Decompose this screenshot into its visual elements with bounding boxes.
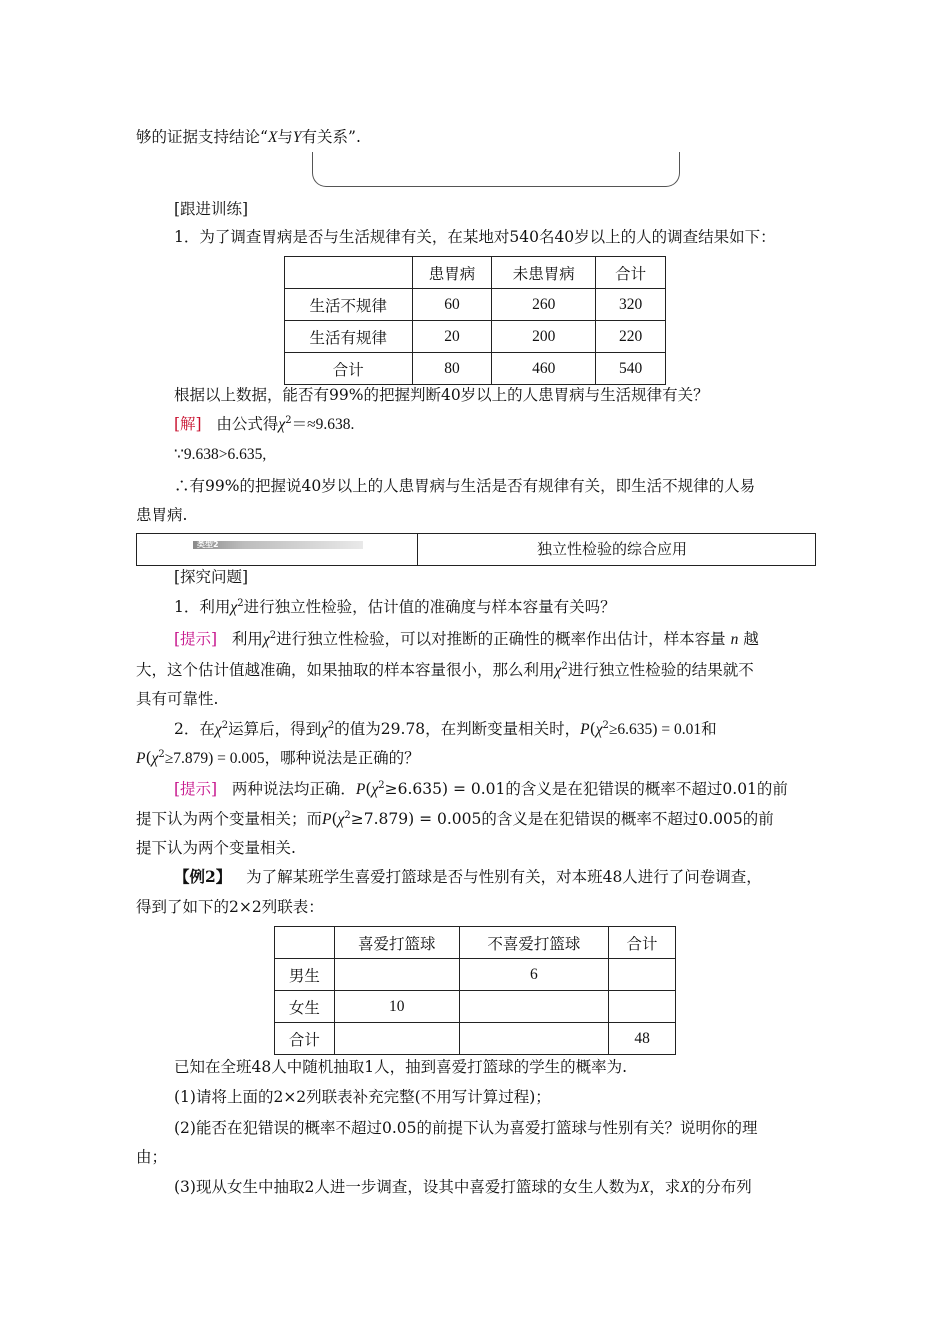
intro-text-mid: 与 [277, 128, 293, 146]
table-cell [459, 1023, 609, 1055]
explore-question-1 [174, 596, 616, 619]
solution-line-4: 患胃病. [136, 506, 188, 524]
intro-text: 够的证据支持结论“ [136, 128, 268, 146]
stomach-disease-table [284, 256, 666, 385]
text: 两种说法均正确． [231, 780, 356, 798]
text: ≥7.879) = 0.005，哪种说法是正确的？ [164, 750, 420, 767]
table-header-cell [285, 257, 413, 289]
chi-symbol: χ [214, 721, 222, 738]
table-cell: 合计 [285, 353, 413, 385]
table-header-cell: 未患胃病 [492, 257, 596, 289]
text: ≥6.635) = 0.01的含义是在犯错误的概率不超过0.01的前 [384, 780, 788, 798]
table-header-cell: 患胃病 [412, 257, 492, 289]
table-cell: 女生 [275, 991, 335, 1023]
solution-text: 由公式得 [216, 415, 279, 433]
superscript-2: 2 [269, 629, 277, 641]
text: 进行独立性检验的结果就不 [567, 661, 754, 679]
text: 提下认为两个变量相关；而 [136, 810, 323, 828]
table-cell: 48 [609, 1023, 676, 1055]
solution-line-2: ∵9.638>6.635, [174, 446, 267, 463]
practice-question-text: 根据以上数据，能否有99%的把握判断40岁以上的人患胃病与生活规律有关？ [174, 386, 709, 404]
text: 越 [743, 630, 759, 648]
solution-value: ＝≈9.638. [291, 416, 355, 433]
var-p: P [136, 750, 146, 767]
table-cell: 200 [492, 321, 596, 353]
table-row [275, 1023, 676, 1055]
var-n: n [730, 631, 739, 648]
chi-symbol: χ [278, 416, 286, 433]
table-row [275, 991, 676, 1023]
var-p: P [322, 811, 332, 828]
table-cell: 260 [492, 289, 596, 321]
explore-question-2-line-2: $P(\chi^2\ge 7.879) = 0.005$，哪种说法是正确的？ [136, 748, 420, 767]
table-cell: 10 [334, 991, 459, 1023]
table-cell: 20 [412, 321, 492, 353]
text: ≥7.879) = 0.005的含义是在犯错误的概率不超过0.005的前 [350, 810, 774, 828]
var-y: Y [292, 129, 302, 146]
table-row [285, 353, 666, 385]
solution-line-1 [174, 413, 354, 436]
table-header-cell: 合计 [596, 257, 666, 289]
table-cell [334, 1023, 459, 1055]
text: 为了解某班学生喜爱打篮球是否与性别有关，对本班48人进行了问卷调查， [246, 868, 762, 886]
type-2-label: 类型2 [197, 540, 219, 549]
section-type-bar [136, 533, 816, 566]
solution-line-3: ∴有99%的把握说40岁以上的人患胃病与生活是否有规律有关，即生活不规律的人易 [174, 477, 756, 495]
solution-tag: [解] [174, 415, 202, 433]
hint-2-line-1: [提示] 两种说法均正确．$P(\chi^2\ge 6.635) = 0.01$的含义是在犯错误的概率不超过0.01的前 [174, 779, 788, 798]
superscript-2: 2 [285, 414, 292, 426]
example-part-3 [174, 1176, 752, 1199]
superscript-2: 2 [602, 719, 609, 731]
table-cell: 男生 [275, 959, 335, 991]
example-after-table: 已知在全班48人中随机抽取1人，抽到喜爱打篮球的学生的概率为. [174, 1058, 628, 1076]
chi-symbol: χ [371, 781, 379, 798]
hint-tag: [提示] [174, 630, 218, 648]
var-x: X [267, 129, 278, 146]
example-line-2: 得到了如下的2×2列联表： [136, 898, 324, 916]
hint-2-line-3: 提下认为两个变量相关. [136, 839, 296, 857]
text: (3)现从女生中抽取2人进一步调查，设其中喜爱打篮球的女生人数为 [174, 1178, 640, 1196]
hint-1-line-3: 具有可靠性. [136, 690, 219, 708]
chi-symbol: χ [321, 721, 328, 738]
text: 进行独立性检验，估计值的准确度与样本容量有关吗？ [243, 598, 616, 616]
hint-tag: [提示] [174, 780, 218, 798]
chi-symbol: χ [337, 811, 345, 828]
var-p: P [580, 721, 590, 738]
table-cell [609, 959, 676, 991]
text: 1．利用 [174, 598, 231, 616]
table-cell: 生活有规律 [285, 321, 413, 353]
text: 运算后，得到 [228, 720, 322, 738]
hint-1-line-1 [174, 628, 759, 651]
table-cell: 220 [596, 321, 666, 353]
text: ，求 [649, 1178, 681, 1196]
superscript-2: 2 [344, 809, 351, 821]
chi-symbol: χ [230, 599, 238, 616]
table-row [275, 959, 676, 991]
superscript-2: 2 [561, 660, 568, 672]
chi-symbol: χ [554, 662, 562, 679]
table-header-cell: 合计 [609, 927, 676, 959]
table-row [285, 321, 666, 353]
table-cell [459, 991, 609, 1023]
table-cell: 320 [596, 289, 666, 321]
table-header-cell: 不喜爱打篮球 [459, 927, 609, 959]
superscript-2: 2 [237, 597, 244, 609]
chi-symbol: χ [262, 631, 270, 648]
text: ≥6.635) = 0.01和 [608, 721, 717, 738]
table-header-row [275, 927, 676, 959]
example-tag: 【例2】 [174, 867, 232, 886]
superscript-2: 2 [327, 719, 335, 731]
chi-symbol: χ [595, 721, 603, 738]
var-x: X [680, 1179, 690, 1196]
intro-text-after: 有关系”. [301, 128, 361, 146]
intro-line [136, 126, 361, 149]
superscript-2: 2 [158, 748, 165, 760]
superscript-2: 2 [221, 719, 229, 731]
table-cell: 6 [459, 959, 609, 991]
table-row [285, 289, 666, 321]
explore-heading: [探究问题] [174, 568, 249, 586]
section-type-cell [137, 534, 418, 565]
table-cell: 生活不规律 [285, 289, 413, 321]
table-cell: 460 [492, 353, 596, 385]
example-part-2-line-1: (2)能否在犯错误的概率不超过0.05的前提下认为喜爱打篮球与性别有关？说明你的理 [174, 1119, 758, 1137]
basketball-table [274, 926, 676, 1055]
example-line-1 [174, 866, 762, 888]
example-part-2-line-2: 由； [136, 1148, 168, 1166]
table-cell [609, 991, 676, 1023]
example-part-1: (1)请将上面的2×2列联表补充完整(不用写计算过程)； [174, 1088, 551, 1106]
practice-question-1: 1．为了调查胃病是否与生活规律有关，在某地对540名40岁以上的人的调查结果如下： [174, 228, 776, 246]
table-header-row [285, 257, 666, 289]
table-cell [334, 959, 459, 991]
hint-1-line-2 [136, 659, 754, 682]
chi-symbol: χ [151, 750, 159, 767]
table-header-cell [275, 927, 335, 959]
var-p: P [355, 781, 366, 798]
var-x: X [639, 1179, 650, 1196]
text: 的分布列 [689, 1178, 752, 1196]
superscript-2: 2 [378, 779, 385, 791]
text: 2．在 [174, 720, 215, 738]
summary-box-bottom [312, 152, 680, 187]
text: 利用 [231, 630, 263, 648]
text: 大，这个估计值越准确，如果抽取的样本容量很小，那么利用 [136, 661, 555, 679]
table-cell: 合计 [275, 1023, 335, 1055]
explore-question-2-line-1: 2．在$\chi^2$运算后，得到$\chi^2$的值为29.78，在判断变量相关时，$P(\chi^2\ge 6.635) = 0.01$和 [174, 719, 717, 738]
type-2-badge [193, 541, 363, 549]
table-cell: 540 [596, 353, 666, 385]
text: 的值为29.78，在判断变量相关时， [334, 720, 581, 738]
practice-heading: [跟进训练] [174, 200, 249, 218]
table-cell: 80 [412, 353, 492, 385]
table-cell: 60 [412, 289, 492, 321]
hint-2-line-2: 提下认为两个变量相关；而$P(\chi^2\ge 7.879) = 0.005$的含义是在犯错误的概率不超过0.005的前 [136, 809, 774, 828]
section-title: 独立性检验的综合应用 [537, 540, 688, 558]
table-header-cell: 喜爱打篮球 [334, 927, 459, 959]
text: 进行独立性检验，可以对推断的正确性的概率作出估计，样本容量 [276, 630, 726, 648]
